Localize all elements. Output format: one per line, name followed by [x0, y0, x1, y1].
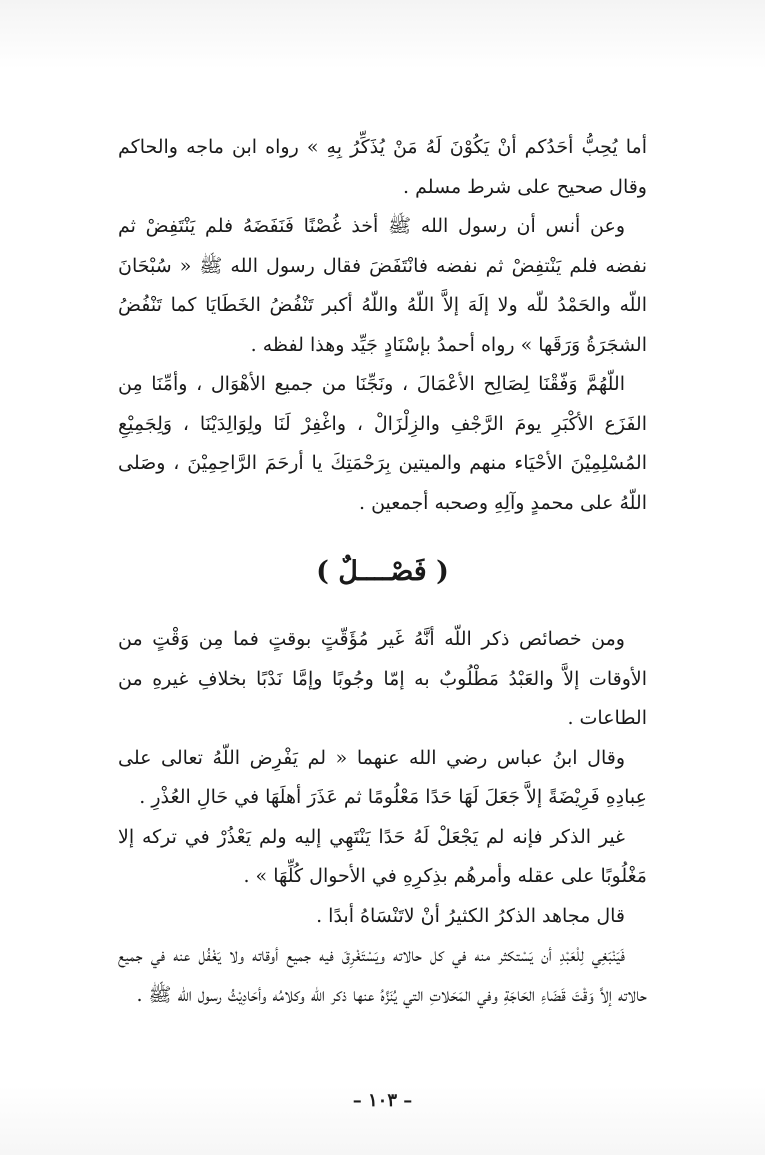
paragraph-6: غير الذكر فإنه لم يَجْعَلْ لَهُ حَدًا يَنْتَهِي إليه ولم يَعْذُرْ في تركه إلا مَغْلُوبًا على عقله وأمرهُم بذِكرِهِ في الأحوال كُلِّهَا » . [118, 825, 647, 887]
section-heading: ( فَصْــــلٌ ) [316, 556, 449, 587]
paragraph-7: قال مجاهد الذكرُ الكثيرُ أنْ لاتَنْسَاهُ أبدًا . [316, 904, 625, 927]
page-number: – ١٠٣ – [352, 1090, 413, 1111]
paragraph-8: فَيَنْبَغِي لِلْعَبْدِ أن يَسْتكثر منه في كل حالاته ويَسْتَغْرِقَ فيه جميع أوقاته ولا يَغْفُل عنه في جميع حالاته إلاَّ وَقْتَ قَضَاءِ الحَاجَةِ وفي المَحَلاتِ التي يُنَزَّهُ عنها ذكر الله وكلامُه وأحَادِيْثُ رسول الله ﷺ . [118, 944, 647, 1006]
paragraph-2: وعن أنس أن رسول الله ﷺ أخذ غُصْنًا فَنَفَضَهُ فلم يَنْتَفِضْ ثم نفضه فلم يَنْتفِضْ ثم نفضه فانْتَفَضَ فقال رسول الله ﷺ « سُبْحَانَ اللّه والحَمْدُ للّه ولا إلَهَ إلاَّ اللّهُ واللّهُ أكبر تَنْفُضُ الخَطَايَا كما تَنْفُضُ الشجَرَةُ وَرَقَها » رواه أحمدُ بإسْنَادٍ جَيِّد وهذا لفظه . [118, 215, 647, 356]
paragraph-1: أما يُحِبُّ أحَدُكم أنْ يَكُوْنَ لَهُ مَنْ يُذَكِّرُ بِهِ » رواه ابن ماجه والحاكم وقال صحيح على شرط مسلم . [118, 136, 647, 198]
paragraph-4: ومن خصائص ذكر اللّه أنَّهُ غَير مُؤَقّتٍ بوقتٍ فما مِن وَقْتٍ من الأوقات إلاَّ والعَبْدُ مَطْلُوبٌ به إمّا وجُوبًا وإمَّا نَدْبًا بخلافِ غيرهِ من الطاعات . [118, 628, 647, 729]
paragraph-3: اللّهُمَّ وَفّقْنَا لِصَالِح الأعْمَالَ ، ونَجِّنَا من جميع الأهْوَال ، وأمِّنَا مِن الفَزَع الأكْبَرِ يومَ الرَّجْفِ والزِلْزَالْ ، واغْفِرْ لَنَا ولِوَالِدَيْنَا ، وَلِجَمِيْعِ المُسْلِمِيْنَ الأحْيَاء منهم والميتين بِرَحْمَتِكَ يا أرحَمَ الرَّاحِمِيْنَ ، وصَلى اللّهُ على محمدٍ وآلِهِ وصحبه أجمعين . [118, 373, 647, 514]
paragraph-5: وقال ابنُ عباس رضي الله عنهما « لم يَفْرِض اللّهُ تعالى على عِبادِهِ فَرِيْضَةً إلاَّ جَعَلَ لَهَا حَدًا مَعْلُومًا ثم عَذَرَ أهلَهَا في حَالِ العُذْرِ . [118, 746, 647, 808]
text-block-bottom [118, 620, 647, 1015]
text-block-top [118, 128, 647, 523]
